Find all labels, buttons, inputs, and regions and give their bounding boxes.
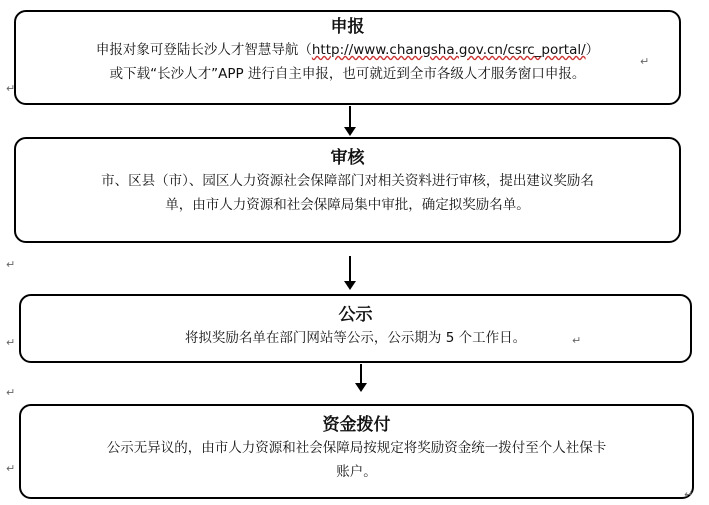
step-apply-title: 申报 bbox=[330, 17, 365, 37]
step-review-title: 审核 bbox=[330, 148, 365, 168]
step-review-text bbox=[16, 169, 679, 217]
step-apply-box bbox=[14, 10, 681, 105]
paragraph-mark: ↵ bbox=[6, 82, 16, 95]
step-review-line1: 市、区县（市）、园区人力资源社会保障部门对相关资料进行审核，提出建议奖励名 bbox=[101, 173, 594, 189]
step-review-line2: 单，由市人力资源和社会保障局集中审批，确定拟奖励名单。 bbox=[165, 197, 530, 213]
step-publicity-line1: 将拟奖励名单在部门网站等公示，公示期为 5 个工作日。 bbox=[184, 330, 527, 346]
arrow-down-1 bbox=[344, 106, 356, 136]
step-publicity-title: 公示 bbox=[338, 305, 373, 325]
portal-link[interactable]: http://www.changsha.gov.cn/csrc_portal/ bbox=[311, 42, 586, 58]
paragraph-mark: ↵ bbox=[572, 334, 582, 347]
paragraph-mark: ↵ bbox=[6, 258, 16, 271]
step-apply-text bbox=[16, 38, 679, 86]
step-payment-line1: 公示无异议的，由市人力资源和社会保障局按规定将奖励资金统一拨付至个人社保卡 bbox=[106, 440, 607, 456]
step-payment-box bbox=[19, 404, 694, 499]
arrow-down-3 bbox=[355, 364, 367, 392]
step-publicity-box bbox=[19, 294, 692, 363]
paragraph-mark: ↵ bbox=[640, 55, 650, 68]
paragraph-mark: ↵ bbox=[6, 336, 16, 349]
paragraph-mark: ↵ bbox=[6, 462, 16, 475]
step-publicity-text bbox=[21, 326, 690, 350]
step-payment-title: 资金拨付 bbox=[322, 415, 391, 435]
step-review-box bbox=[14, 137, 681, 243]
step-apply-line1-suffix: ） bbox=[585, 42, 600, 58]
arrow-down-2 bbox=[344, 256, 356, 290]
step-apply-line1-prefix: 申报对象可登陆长沙人才智慧导航（ bbox=[95, 42, 312, 58]
step-apply-line2: 或下载“长沙人才”APP 进行自主申报，也可就近到全市各级人才服务窗口申报。 bbox=[109, 66, 586, 82]
step-payment-text bbox=[21, 436, 692, 484]
paragraph-mark: ↵ bbox=[6, 386, 16, 399]
step-payment-line2: 账户。 bbox=[336, 464, 377, 480]
paragraph-mark: ↵ bbox=[684, 488, 694, 501]
